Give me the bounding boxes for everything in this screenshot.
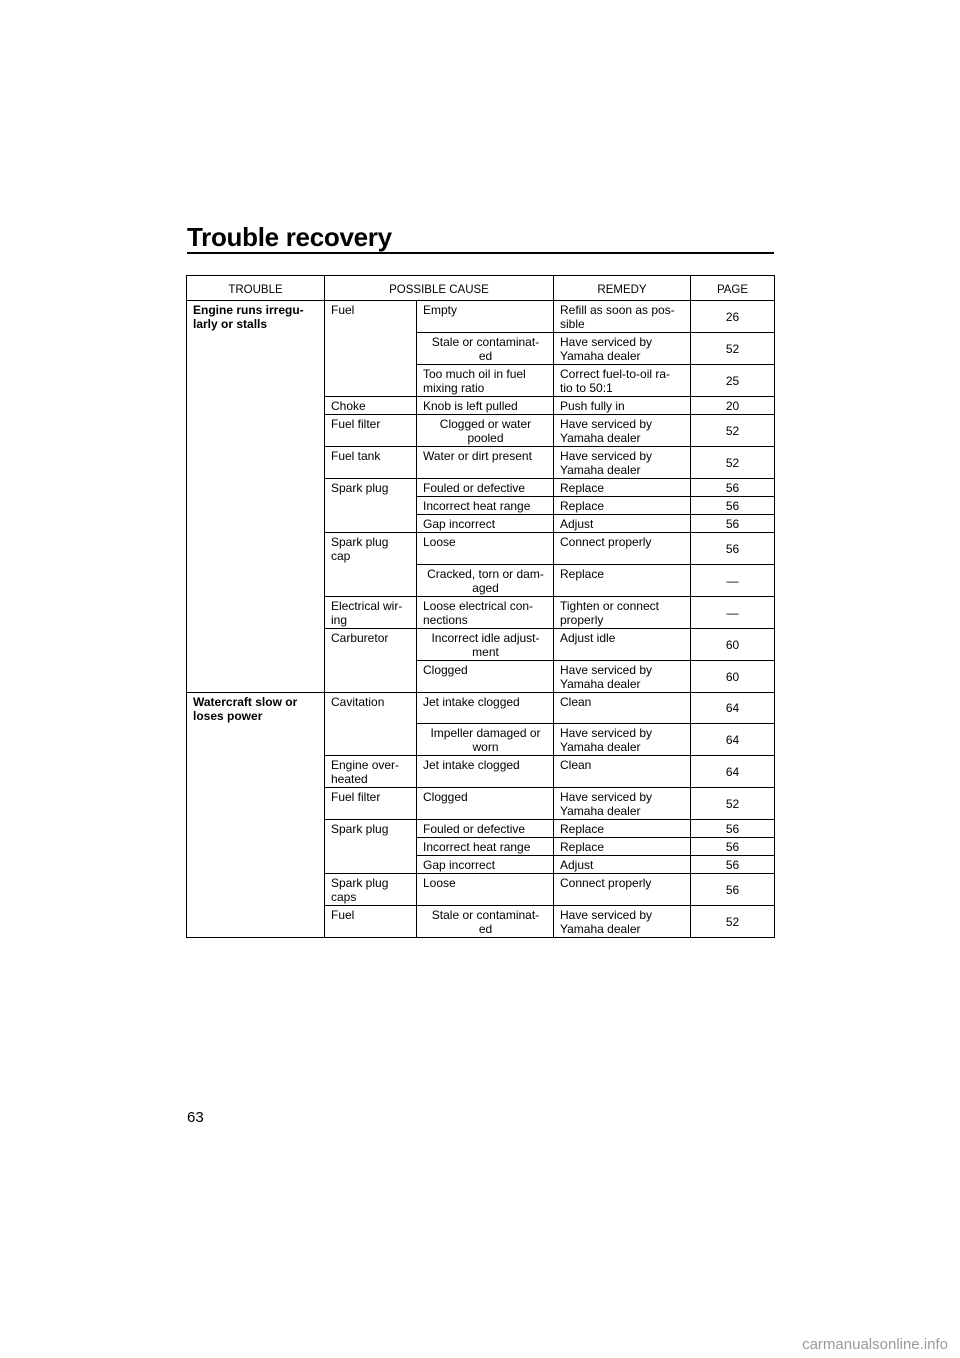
- table-row: [187, 838, 775, 856]
- trouble-cell: [187, 301, 325, 333]
- remedy: Adjust idle: [554, 628, 691, 660]
- remedy: Replace: [554, 564, 691, 596]
- trouble-label: Engine runs irregu- larly or stalls: [193, 303, 304, 331]
- table-header-row: [187, 276, 775, 301]
- trouble-cell-empty: [187, 906, 325, 938]
- trouble-cell-empty: [187, 628, 325, 660]
- page-title: Trouble recovery: [187, 222, 392, 252]
- remedy: Have serviced by Yamaha dealer: [554, 906, 691, 938]
- page-ref: 64: [691, 724, 775, 756]
- page-ref: 52: [691, 447, 775, 479]
- cause-part-empty: [325, 333, 417, 365]
- cause-part: Fuel filter: [325, 415, 417, 447]
- cause-detail: Jet intake clogged: [417, 756, 554, 788]
- table-row: [187, 533, 775, 565]
- remedy: Have serviced by Yamaha dealer: [554, 415, 691, 447]
- cause-detail: Impeller damaged or worn: [417, 724, 554, 756]
- remedy: Have serviced by Yamaha dealer: [554, 724, 691, 756]
- cause-part: Spark plug caps: [325, 874, 417, 906]
- trouble-cell-empty: [187, 756, 325, 788]
- table-row: [187, 856, 775, 874]
- cause-part-empty: [325, 497, 417, 515]
- cause-part-empty: [325, 515, 417, 533]
- remedy: Correct fuel-to-oil ra- tio to 50:1: [554, 365, 691, 397]
- remedy: Clean: [554, 756, 691, 788]
- header-possible-cause: POSSIBLE CAUSE: [325, 276, 554, 301]
- cause-detail: Knob is left pulled: [417, 397, 554, 415]
- trouble-cell-empty: [187, 596, 325, 628]
- trouble-cell-empty: [187, 564, 325, 596]
- cause-part-empty: [325, 660, 417, 692]
- cause-detail: Incorrect heat range: [417, 838, 554, 856]
- title-rule: [187, 252, 774, 254]
- page-ref: 25: [691, 365, 775, 397]
- cause-part: Electrical wir- ing: [325, 596, 417, 628]
- cause-detail: Stale or contaminat- ed: [417, 333, 554, 365]
- cause-part: Spark plug: [325, 820, 417, 838]
- cause-detail: Loose: [417, 533, 554, 565]
- page-ref: 52: [691, 788, 775, 820]
- cause-detail: Cracked, torn or dam- aged: [417, 564, 554, 596]
- cause-detail: Water or dirt present: [417, 447, 554, 479]
- cause-part: Engine over- heated: [325, 756, 417, 788]
- remedy: Replace: [554, 820, 691, 838]
- remedy: Adjust: [554, 515, 691, 533]
- cause-part: Choke: [325, 397, 417, 415]
- remedy: Push fully in: [554, 397, 691, 415]
- page-ref: 20: [691, 397, 775, 415]
- cause-detail: Incorrect heat range: [417, 497, 554, 515]
- cause-detail: Too much oil in fuel mixing ratio: [417, 365, 554, 397]
- page-ref: 56: [691, 874, 775, 906]
- remedy: Replace: [554, 838, 691, 856]
- cause-detail: Stale or contaminat- ed: [417, 906, 554, 938]
- cause-part: Fuel filter: [325, 788, 417, 820]
- remedy: Connect properly: [554, 874, 691, 906]
- table-row: [187, 564, 775, 596]
- remedy: Clean: [554, 692, 691, 724]
- cause-part: Spark plug cap: [325, 533, 417, 565]
- page-ref: 52: [691, 906, 775, 938]
- cause-part-empty: [325, 856, 417, 874]
- cause-detail: Gap incorrect: [417, 515, 554, 533]
- table-row: [187, 628, 775, 660]
- table-row: [187, 397, 775, 415]
- page-ref: 60: [691, 628, 775, 660]
- trouble-cell-empty: [187, 660, 325, 692]
- page-ref: 56: [691, 838, 775, 856]
- cause-part: Fuel tank: [325, 447, 417, 479]
- remedy: Have serviced by Yamaha dealer: [554, 660, 691, 692]
- cause-detail: Fouled or defective: [417, 479, 554, 497]
- cause-part: Carburetor: [325, 628, 417, 660]
- table-row: [187, 874, 775, 906]
- page-ref: 64: [691, 692, 775, 724]
- table-row: [187, 820, 775, 838]
- page-ref: 60: [691, 660, 775, 692]
- page-ref: 56: [691, 856, 775, 874]
- trouble-cell-empty: [187, 497, 325, 515]
- trouble-cell-empty: [187, 820, 325, 838]
- cause-detail: Jet intake clogged: [417, 692, 554, 724]
- table-row: [187, 906, 775, 938]
- trouble-cell-empty: [187, 856, 325, 874]
- header-remedy: REMEDY: [554, 276, 691, 301]
- table-row: [187, 301, 775, 333]
- cause-detail: Empty: [417, 301, 554, 333]
- cause-part-empty: [325, 724, 417, 756]
- trouble-cell-empty: [187, 397, 325, 415]
- remedy: Have serviced by Yamaha dealer: [554, 333, 691, 365]
- cause-part: Fuel: [325, 301, 417, 333]
- cause-part: Spark plug: [325, 479, 417, 497]
- trouble-cell-empty: [187, 533, 325, 565]
- trouble-cell-empty: [187, 365, 325, 397]
- cause-part: Cavitation: [325, 692, 417, 724]
- table-row: [187, 515, 775, 533]
- trouble-label: Watercraft slow or loses power: [193, 694, 298, 723]
- trouble-cell-empty: [187, 788, 325, 820]
- page-ref: 52: [691, 333, 775, 365]
- remedy: Adjust: [554, 856, 691, 874]
- remedy: Have serviced by Yamaha dealer: [554, 788, 691, 820]
- trouble-cell-empty: [187, 333, 325, 365]
- cause-part-empty: [325, 838, 417, 856]
- cause-detail: Loose electrical con- nections: [417, 596, 554, 628]
- trouble-cell-empty: [187, 447, 325, 479]
- table-row: [187, 724, 775, 756]
- page-ref: 64: [691, 756, 775, 788]
- page-ref: —: [691, 564, 775, 596]
- cause-detail: Loose: [417, 874, 554, 906]
- cause-part-empty: [325, 365, 417, 397]
- table-row: [187, 365, 775, 397]
- cause-part-empty: [325, 564, 417, 596]
- remedy: Have serviced by Yamaha dealer: [554, 447, 691, 479]
- table-row: [187, 479, 775, 497]
- page-ref: 52: [691, 415, 775, 447]
- page-ref: 56: [691, 533, 775, 565]
- trouble-recovery-table: [186, 275, 775, 938]
- remedy: Connect properly: [554, 533, 691, 565]
- page-ref: 56: [691, 515, 775, 533]
- cause-part: Fuel: [325, 906, 417, 938]
- page-ref: —: [691, 596, 775, 628]
- table-row: [187, 596, 775, 628]
- header-page: PAGE: [691, 276, 775, 301]
- table-row: [187, 692, 775, 724]
- trouble-cell: [187, 692, 325, 724]
- watermark: carmanualsonline.info: [802, 1336, 948, 1353]
- table-row: [187, 447, 775, 479]
- remedy: Replace: [554, 497, 691, 515]
- trouble-cell-empty: [187, 724, 325, 756]
- cause-detail: Incorrect idle adjust- ment: [417, 628, 554, 660]
- page-ref: 56: [691, 820, 775, 838]
- cause-detail: Gap incorrect: [417, 856, 554, 874]
- table-row: [187, 333, 775, 365]
- remedy: Replace: [554, 479, 691, 497]
- cause-detail: Fouled or defective: [417, 820, 554, 838]
- trouble-cell-empty: [187, 515, 325, 533]
- page-ref: 56: [691, 497, 775, 515]
- page-ref: 56: [691, 479, 775, 497]
- table-row: [187, 660, 775, 692]
- table-row: [187, 788, 775, 820]
- page-number: 63: [187, 1109, 204, 1126]
- cause-detail: Clogged: [417, 788, 554, 820]
- table-body: [187, 301, 775, 938]
- cause-detail: Clogged: [417, 660, 554, 692]
- trouble-cell-empty: [187, 479, 325, 497]
- cause-detail: Clogged or water pooled: [417, 415, 554, 447]
- remedy: Refill as soon as pos- sible: [554, 301, 691, 333]
- trouble-cell-empty: [187, 415, 325, 447]
- trouble-cell-empty: [187, 838, 325, 856]
- table-row: [187, 756, 775, 788]
- page-ref: 26: [691, 301, 775, 333]
- trouble-cell-empty: [187, 874, 325, 906]
- table-row: [187, 415, 775, 447]
- table-row: [187, 497, 775, 515]
- remedy: Tighten or connect properly: [554, 596, 691, 628]
- header-trouble: TROUBLE: [187, 276, 325, 301]
